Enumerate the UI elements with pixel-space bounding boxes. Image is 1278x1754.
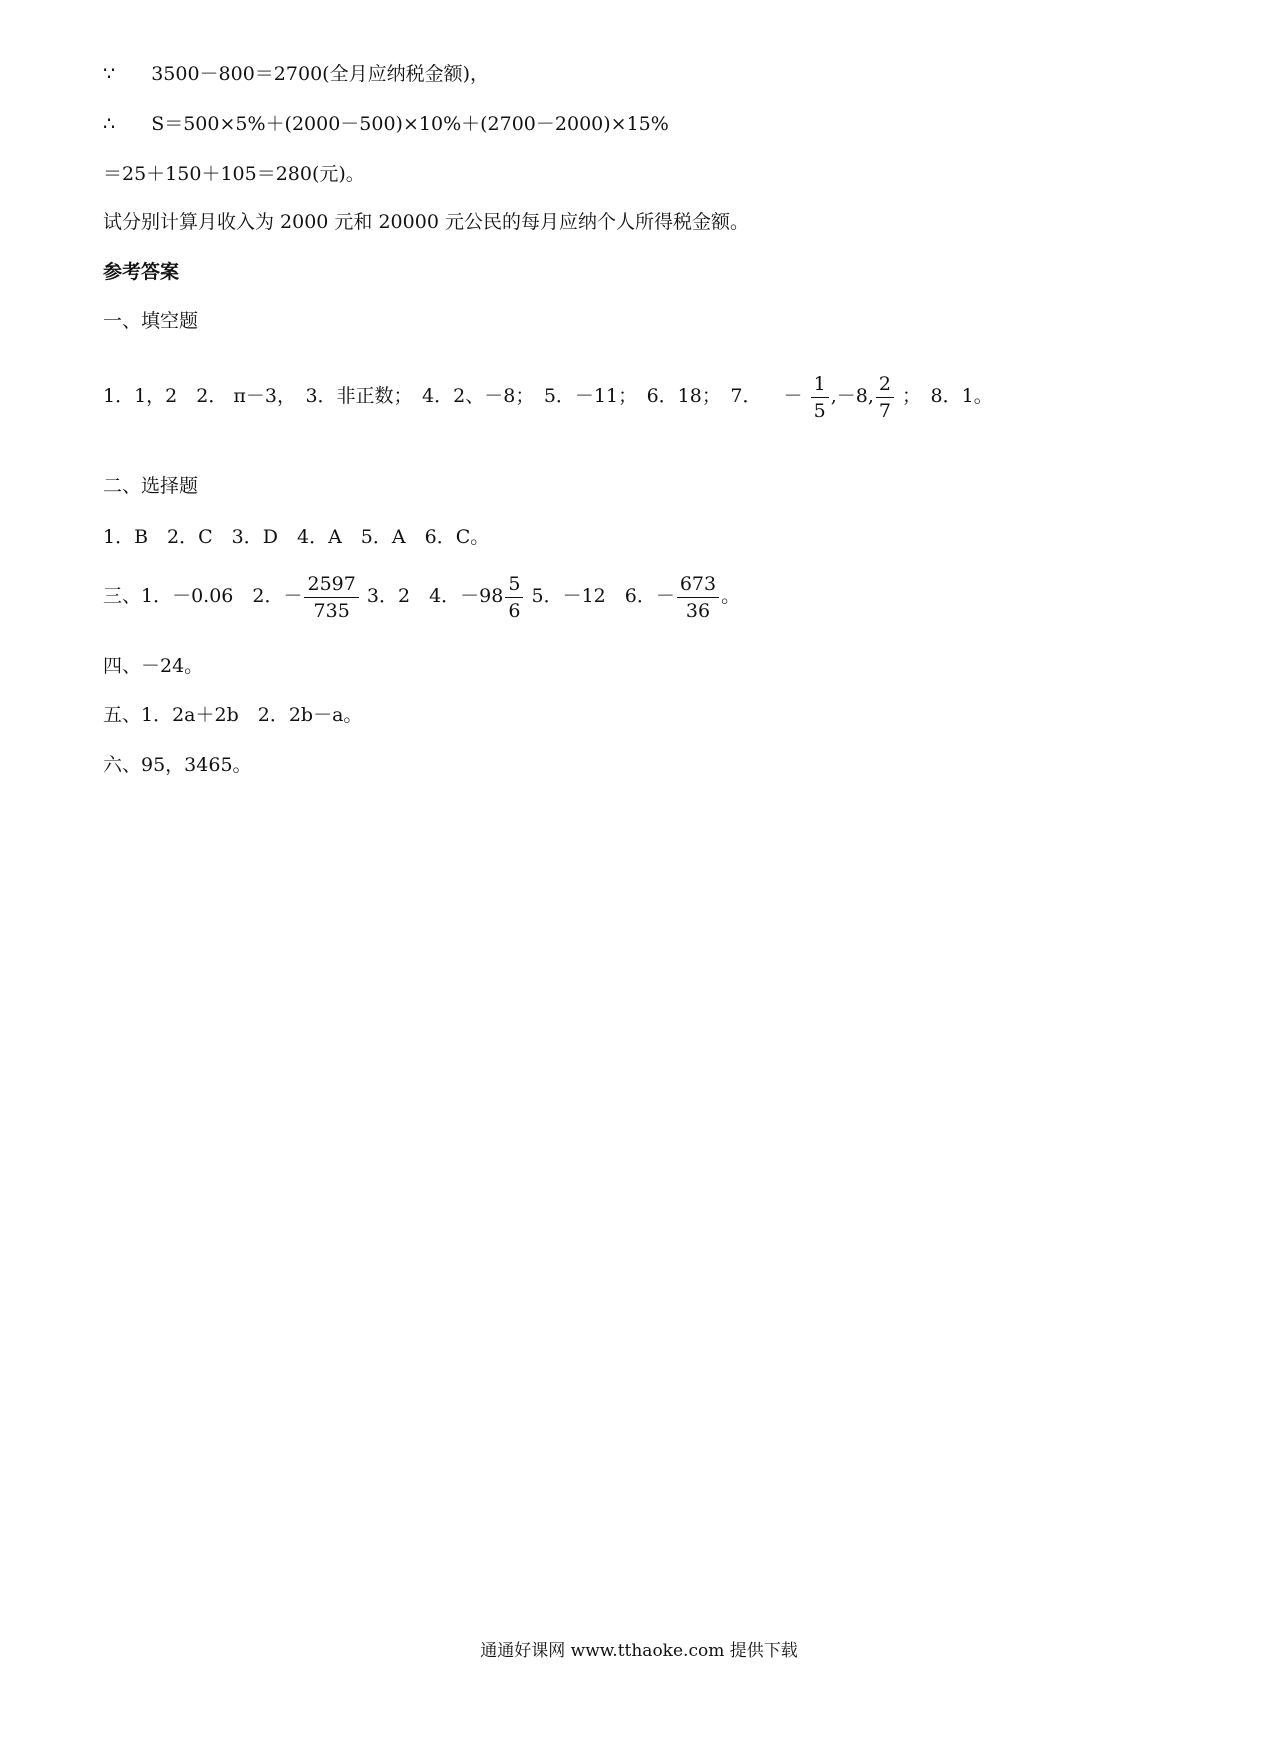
section3-prefix: 三、1．－0.06 2．－	[103, 585, 303, 607]
frac-middle: ,－8,	[830, 385, 874, 407]
fraction-one-fifth	[811, 371, 829, 424]
answers-title: 参考答案	[103, 261, 180, 283]
section2-answers: 1．B 2．C 3．D 4．A 5．A 6．C。	[103, 526, 490, 548]
fraction-673-36	[677, 571, 719, 624]
because-line	[103, 60, 489, 88]
frac1-denominator: 5	[813, 399, 826, 422]
therefore-line	[103, 110, 669, 138]
section4-answers: 四、－24。	[103, 655, 204, 677]
f2-numerator: 5	[505, 571, 523, 598]
section3-mid2: 5．－12 6．－	[531, 585, 675, 607]
f3-numerator: 673	[677, 571, 719, 598]
section3-mid1: 3．2 4．－98	[366, 585, 504, 607]
fraction-2597-735	[304, 571, 358, 624]
fraction-two-sevenths	[876, 371, 894, 424]
question-line: 试分别计算月收入为 2000 元和 20000 元公民的每月应纳个人所得税金额。	[103, 211, 749, 233]
section1-part-a: 1．1，2 2． π－3， 3．非正数； 4．2、－8； 5．－11； 6．18； 7．	[103, 385, 762, 407]
therefore-symbol: ∴	[103, 113, 116, 135]
section1-part-b: ； 8．1。	[902, 385, 993, 407]
f1-denominator: 735	[313, 599, 350, 622]
section5-answers: 五、1．2a＋2b 2．2b－a。	[103, 704, 363, 726]
section1-answers	[103, 368, 993, 424]
because-symbol: ∵	[103, 63, 116, 85]
page-footer: 通通好课网 www.tthaoke.com 提供下载	[480, 1641, 798, 1661]
section2-title: 二、选择题	[103, 475, 199, 497]
f2-denominator: 6	[508, 599, 521, 622]
f3-denominator: 36	[685, 599, 711, 622]
because-text: 3500－800＝2700(全月应纳税金额)，	[151, 63, 489, 85]
section3-answers	[103, 568, 740, 624]
fraction-5-6	[505, 571, 523, 624]
section6-answers: 六、95，3465。	[103, 754, 252, 776]
result-line: ＝25＋150＋105＝280(元)。	[103, 163, 365, 185]
frac2-numerator: 2	[876, 371, 894, 398]
frac2-denominator: 7	[878, 399, 891, 422]
frac1-sign: －	[783, 385, 803, 407]
frac1-numerator: 1	[811, 371, 829, 398]
therefore-text: S＝500×5%＋(2000－500)×10%＋(2700－2000)×15%	[151, 113, 669, 135]
f1-numerator: 2597	[304, 571, 358, 598]
section3-end: 。	[721, 585, 741, 607]
section1-title: 一、填空题	[103, 310, 199, 332]
